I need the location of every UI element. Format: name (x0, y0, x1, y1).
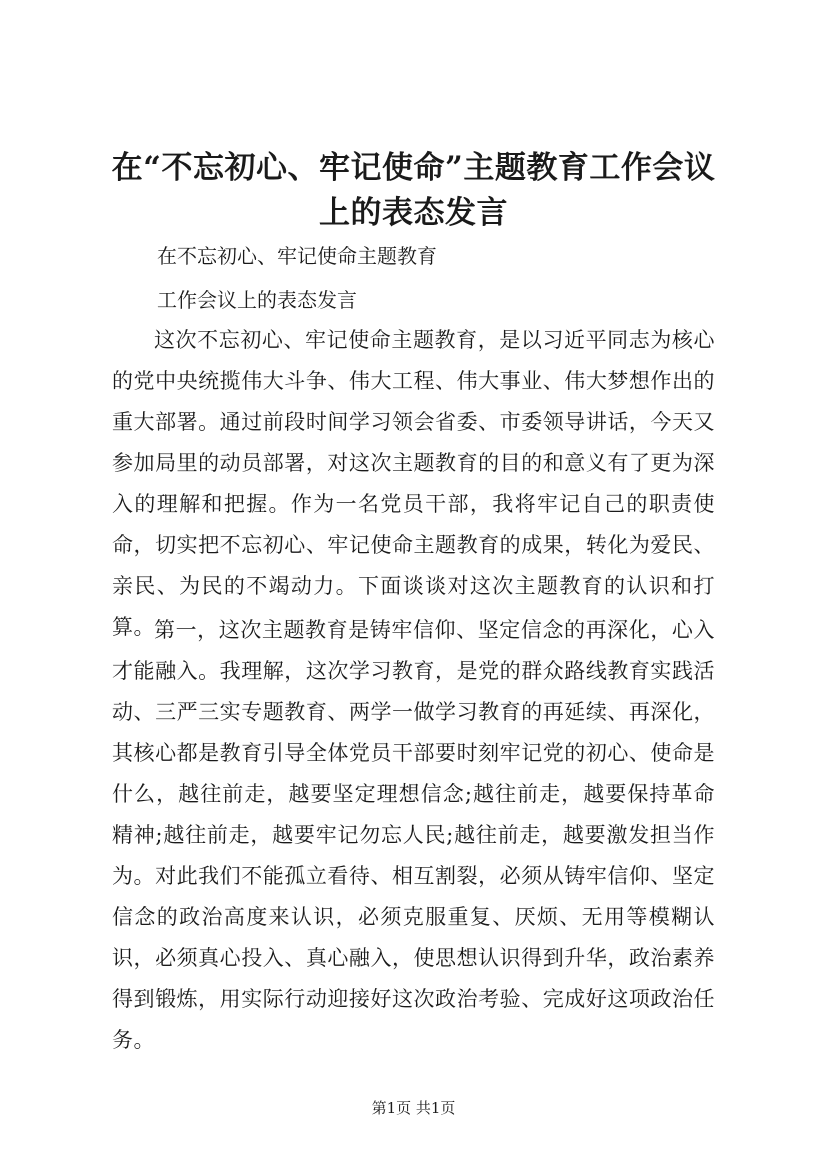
document-title (100, 146, 727, 236)
paragraph-1: 这次不忘初心、牢记使命主题教育，是以习近平同志为核心的党中央统揽伟大斗争、伟大工程、伟大事业、伟大梦想作出的重大部署。通过前段时间学习领会省委、市委领导讲话，今天又参加局里的动员部署，对这次主题教育的目的和意义有了更为深入的理解和把握。作为一名党员干部，我将牢记自己的职责使命，切实把不忘初心、牢记使命主题教育的成果，转化为爱民、亲民、为民的不竭动力。下面谈谈对这次主题教育的认识和打算。 (112, 328, 715, 639)
subtitle-line-1: 在不忘初心、牢记使命主题教育 (157, 244, 437, 268)
subtitle-line-2: 工作会议上的表态发言 (157, 288, 357, 312)
title-line-1: 在“不忘初心、牢记使命”主题教育工作会议 (111, 150, 716, 186)
title-line-2: 上的表态发言 (319, 195, 508, 231)
page-footer: 第1页 共1页 (371, 1099, 456, 1117)
paragraph-2: 第一，这次主题教育是铸牢信仰、坚定信念的再深化，心入才能融入。我理解，这次学习教育，是党的群众路线教育实践活动、三严三实专题教育、两学一做学习教育的再延续、再深化，其核心都是教育引导全体党员干部要时刻牢记党的初心、使命是什么，越往前走，越要坚定理想信念;越往前走，越要保持革命精神;越往前走，越要牢记勿忘人民;越往前走，越要激发担当作为。对此我们不能孤立看待、相互割裂，必须从铸牢信仰、坚定信念的政治高度来认识，必须克服重复、厌烦、无用等模糊认识，必须真心投入、真心融入，使思想认识得到升华，政治素养得到锻炼，用实际行动迎接好这次政治考验、完成好这项政治任务。 (112, 618, 715, 1052)
